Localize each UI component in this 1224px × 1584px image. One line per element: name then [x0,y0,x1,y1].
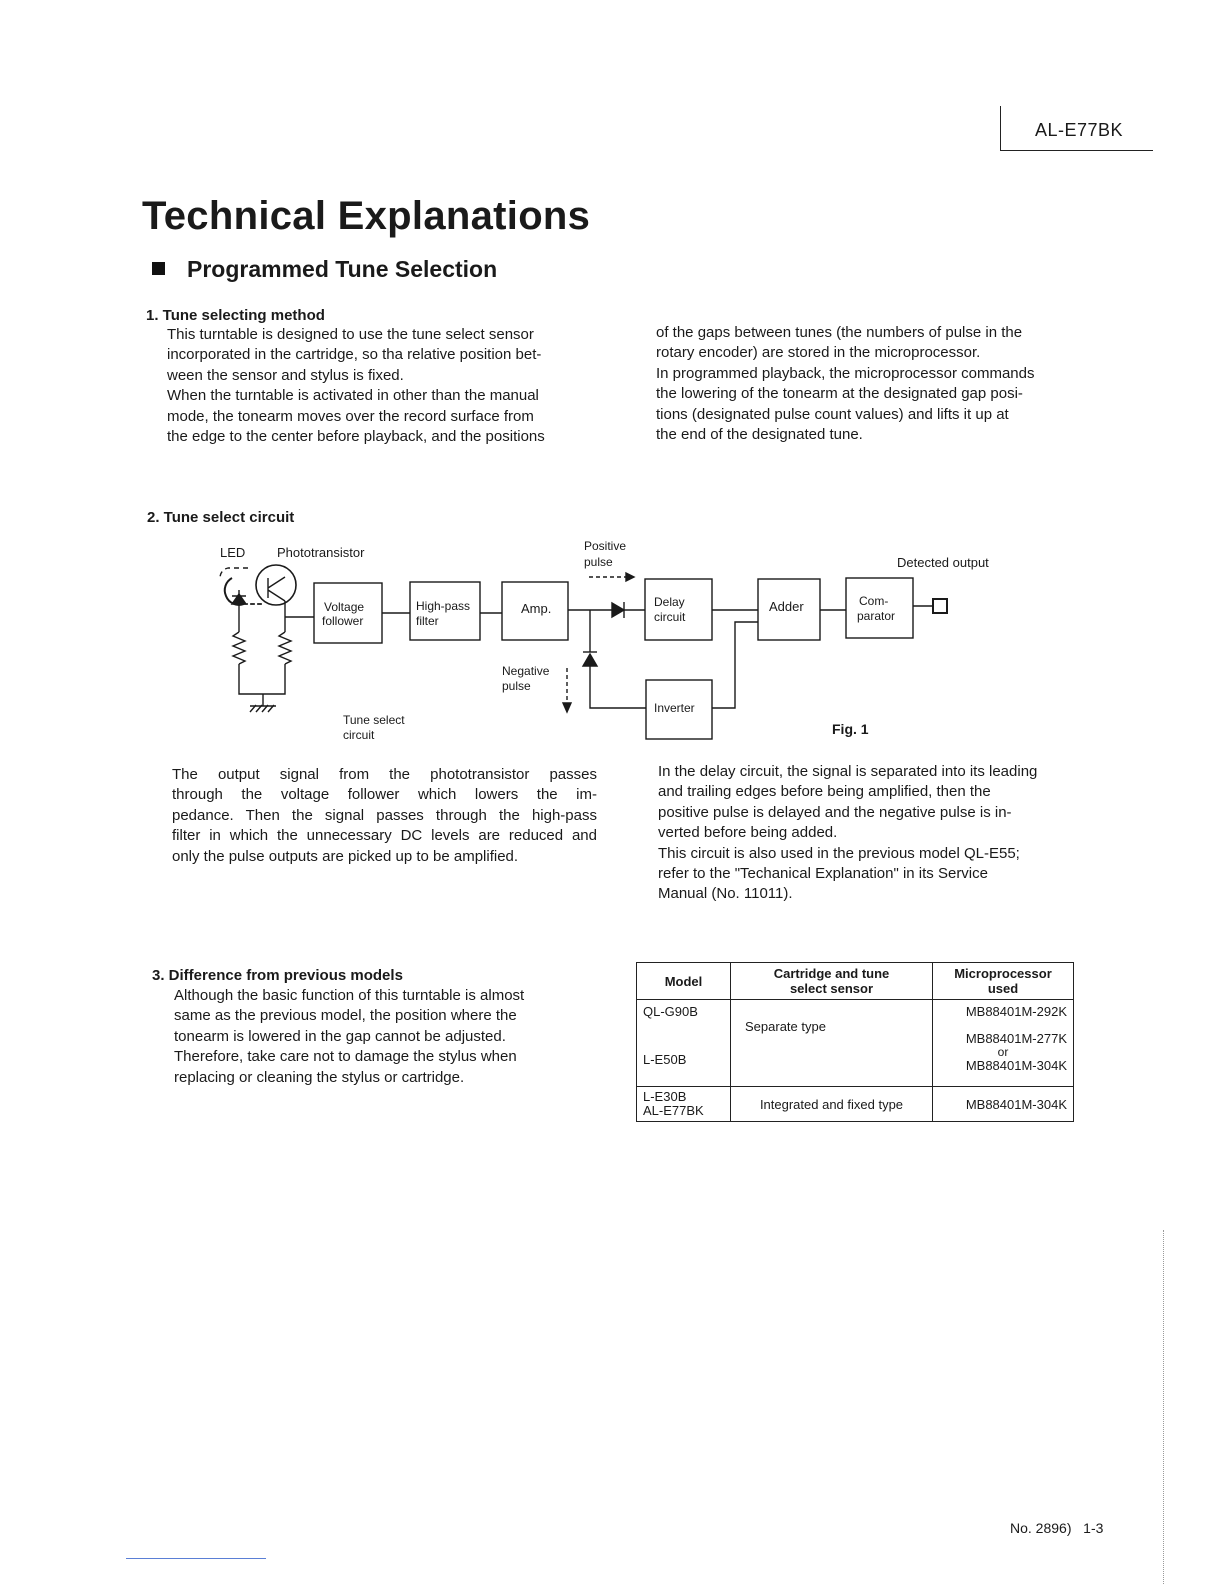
inverter-label: Inverter [654,701,695,715]
text-line: tonearm is lowered in the gap cannot be adjusted. [174,1027,506,1045]
text-line: and trailing edges before being amplified, then the [658,783,991,801]
text-line: tions (designated pulse count values) and lifts it up at [656,405,1009,423]
adder-label: Adder [769,599,804,614]
amp-label: Amp. [521,601,552,616]
text-line: the lowering of the tonearm at the designated gap posi- [656,385,1023,403]
text-line: Therefore, take care not to damage the stylus when [174,1048,517,1066]
column-header-text: used [987,981,1019,996]
text-line: of the gaps between tunes (the numbers of pulse in the [656,324,1023,341]
column-header-text: Model [664,973,703,989]
sensor-cell: Integrated and fixed type [731,1087,933,1122]
text-line: the end of the designated tune. [656,426,863,444]
figure-caption: Fig. 1 [832,721,869,737]
column-header-text: select sensor [789,981,874,996]
section-title-text: Programmed Tune Selection [187,256,498,282]
voltage-follower-label-1: Voltage [324,600,365,614]
cell-text: QL-G90B [643,1004,698,1019]
text-line: The output signal from the phototransistor passes [172,766,597,783]
text-line: the edge to the center before playback, and the positions [167,428,545,446]
binding-edge-marks [1163,1230,1165,1584]
text-line: only the pulse outputs are picked up to be amplified. [172,847,519,865]
text-line: This circuit is also used in the previous model QL-E55; [658,844,1020,862]
column-header [933,963,1074,1000]
text-line: Although the basic function of this turntable is almost [174,987,525,1004]
page-footer [1010,1520,1103,1536]
text-line: This turntable is designed to use the tune select sensor [167,326,534,343]
column-header-text: Microprocessor [954,966,1052,981]
cell-text: MB88401M-304K [965,1058,1067,1073]
cell-text: MB88401M-292K [965,1004,1067,1019]
section-1-heading: 1. Tune selecting method [146,307,325,324]
text-line: In the delay circuit, the signal is separated into its leading [658,763,1038,780]
table-row [637,1087,1074,1122]
document-number: No. 2896) [1010,1520,1072,1536]
positive-pulse-label-2: pulse [584,555,613,569]
cell-text: L-E30B [643,1089,687,1104]
model-cell [637,1000,731,1087]
text-line: incorporated in the cartridge, so tha relative position bet- [167,346,542,364]
tune-select-label-1: Tune select [343,713,405,727]
led-label: LED [220,545,246,560]
table-header-row [637,963,1074,1000]
column-header-text: Cartridge and tune [773,966,890,981]
high-pass-label-1: High-pass [416,599,471,613]
cell-text: AL-E77BK [643,1103,704,1118]
section-2-left-text [172,765,597,867]
text-line: When the turntable is activated in other than the manual [167,387,539,405]
negative-pulse-label-2: pulse [502,679,531,693]
high-pass-label-2: filter [416,614,439,628]
text-line: mode, the tonearm moves over the record surface from [167,407,534,425]
cell-text: L-E50B [643,1052,687,1067]
section-3-heading: 3. Difference from previous models [152,967,403,984]
section-3-text [174,986,594,1088]
scan-artifact-line [126,1558,266,1559]
column-header [731,963,933,1000]
cell-text: MB88401M-277K [965,1031,1067,1046]
text-line: positive pulse is delayed and the negative pulse is in- [658,803,1012,821]
text-line: same as the previous model, the position where the [174,1007,517,1025]
text-line: refer to the "Techanical Explanation" in its Service [658,865,988,883]
text-line: Manual (No. 11011). [658,885,793,903]
column-header [637,963,731,1000]
text-line: In programmed playback, the microprocessor commands [656,364,1035,382]
delay-label-2: circuit [654,610,686,624]
micro-cell: MB88401M-304K [933,1087,1074,1122]
phototransistor-label: Phototransistor [277,545,365,560]
cell-text: or [997,1045,1009,1059]
page-number: 1-3 [1083,1520,1104,1536]
text-line: pedance. Then the signal passes through the high-pass [172,806,597,824]
model-cell [637,1087,731,1122]
table-row [637,1000,1074,1087]
text-line: rotary encoder) are stored in the microprocessor. [656,344,981,362]
page-title: Technical Explanations [142,194,591,238]
section-2-right-text [658,762,1074,905]
model-number: AL-E77BK [1035,120,1124,140]
model-comparison-table [636,962,1074,1122]
positive-pulse-label-1: Positive [584,539,627,553]
text-line: verted before being added. [658,824,838,842]
sensor-cell: Separate type [731,1000,933,1087]
text-line: ween the sensor and stylus is fixed. [167,366,404,384]
section-2-heading: 2. Tune select circuit [147,509,295,526]
delay-label-1: Delay [654,595,685,609]
text-line: filter in which the unnecessary DC levels are reduced and [172,827,597,845]
tune-select-label-2: circuit [343,728,375,742]
negative-pulse-label-1: Negative [502,664,550,678]
voltage-follower-label-2: follower [322,614,364,628]
comparator-label-2: parator [857,609,896,623]
text-line: replacing or cleaning the stylus or cartridge. [174,1068,465,1086]
text-line: through the voltage follower which lowers the im- [172,786,597,804]
micro-cell [933,1000,1074,1087]
detected-output-label: Detected output [897,555,989,570]
comparator-label-1: Com- [859,594,889,608]
